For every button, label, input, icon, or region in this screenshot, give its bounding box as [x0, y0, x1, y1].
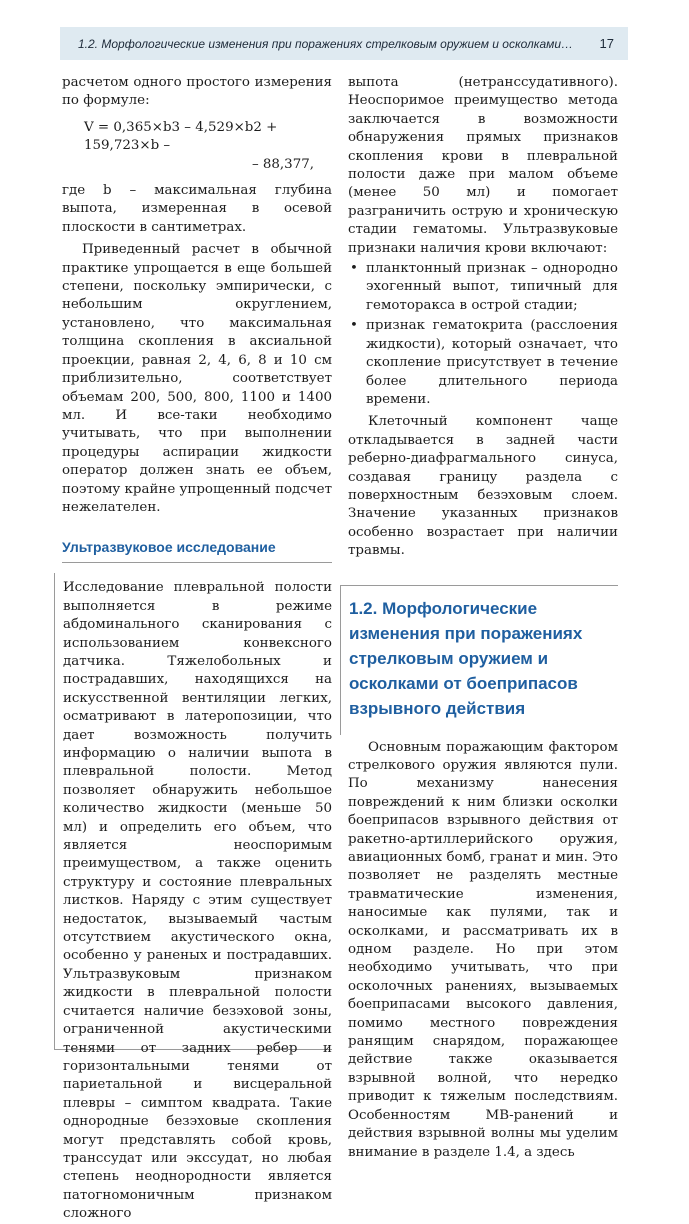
paragraph-effusion: выпота (нетранссудативного). Неоспоримое преимущество метода заключается в возможности обнаружения прямых признаков скопления крови в плевральной полости даже при малом объеме (менее 50 мл) и помогает разграничить острую и хроническую стадии гематомы. Ультразвуковые признаки наличия крови включают: — [348, 75, 618, 256]
page-number: 17 — [599, 36, 614, 51]
list-item: • признак гематокрита (расслоения жидкости), который означает, что скопление присутствует в течение более длительного периода времени. — [350, 318, 618, 407]
intro-text: расчетом одного простого измерения по формуле: — [62, 75, 332, 109]
running-title: 1.2. Морфологические изменения при поражениях стрелковым оружием и осколками… — [78, 36, 574, 51]
bullet-icon: • — [350, 318, 358, 334]
section-heading-box — [340, 585, 618, 735]
bullet-icon: • — [350, 261, 358, 277]
list-item: • планктонный признак – однородно эхогенный выпот, типичный для гемоторакса в острой стадии; — [350, 261, 618, 313]
paragraph-cellular: Клеточный компонент чаще откладывается в задней части реберно-диафрагмального синуса, создавая границу раздела с поверхностным безэховым слоем. Значение указанных признаков особенно возрастает при наличии травмы. — [348, 414, 618, 559]
paragraph-calculation: Приведенный расчет в обычной практике упрощается в еще большей степени, поскольку эмпирически, с небольшим округлением, установлено, что максимальная толщина скопления в аксиальной проекции, равная 2, 4, 6, 8 и 10 см приблизительно, соответствует объемам 200, 500, 800, 1100 и 1400 мл. И все-таки необходимо учитывать, что при выполнении процедуры аспирации жидкости оператор должен знать ее объем, поэтому крайне упрощенный подсчет нежелателен. — [62, 242, 332, 515]
right-column — [348, 74, 618, 1162]
left-column — [62, 74, 332, 1222]
paragraph-ultrasound: Исследование плевральной полости выполняется в режиме абдоминального сканирования с использованием конвексного датчика. Тяжелобольных и пострадавших, находящихся на искусственной вентиляции легких, осматривают в латеропозиции, что дает возможность получить информацию о наличии выпота в плевральной полости. Метод позволяет обнаружить небольшое количество жидкости (меньше 50 мл) и определить его объем, что является неоспоримым преимуществом, а также оценить структуру и состояние плевральных листков. Наряду с этим существует недостаток, вызываемый частым отсутствием акустического окна, особенно у раненых и пострадавших. Ультразвуковым признаком жидкости в плевральной полости считается наличие безэховой зоны, ограниченной акустическими тенями от задних ребер и горизонтальными тенями от париетальной и висцеральной плевры – симптом квадрата. Такие однородные безэховые скопления могут представлять собой кровь, транссудат или экссудат, но любая степень неоднородности является патогномоничным признаком сложного — [63, 580, 332, 1222]
formula-explanation: где b – максимальная глубина выпота, измеренная в осевой плоскости в сантиметрах. — [62, 183, 332, 235]
subheading-ultrasound: Ультразвуковое исследование — [62, 539, 332, 563]
ultrasound-text-frame — [54, 573, 332, 1222]
formula-line-2: – 88,377, — [251, 156, 314, 172]
signs-list — [348, 260, 618, 409]
paragraph-bullets-fragments: Основным поражающим фактором стрелкового оружия являются пули. По механизму нанесения повреждений к ним близки осколки боеприпасов взрывного действия от ракетно-артиллерийского оружия, авиационных бомб, гранат и мин. Это позволяет не разделять местные травматические изменения, наносимые как пулями, так и осколками, и рассматривать их в одном разделе. Но при этом необходимо учитывать, что при осколочных ранениях, вызываемых боеприпасами высокого давления, помимо местного повреждения ранящим снарядом, поражающее действие также оказывается взрывной волной, что нередко приводит к тяжелым последствиям. Особенностям МВ-ранений и действия взрывной волны мы уделим внимание в разделе 1.4, а здесь — [348, 739, 618, 1160]
section-title: 1.2. Морфологические изменения при поражениях стрелковым оружием и осколками от боеприпасов взрывного действия — [349, 598, 583, 718]
formula-line-1: V = 0,365×b3 – 4,529×b2 + 159,723×b – — [84, 119, 278, 154]
volume-formula — [62, 119, 332, 174]
running-header — [60, 27, 628, 60]
